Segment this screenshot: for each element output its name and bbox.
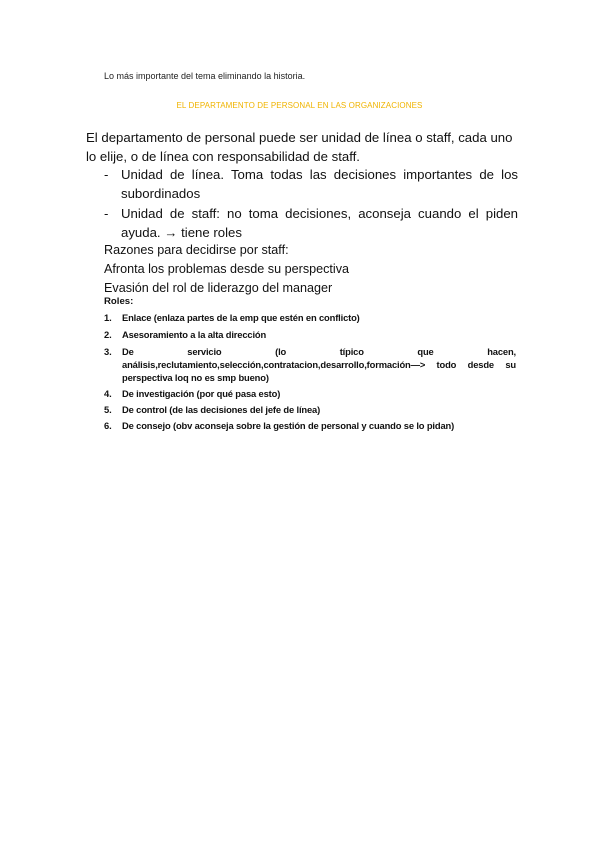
item-text: Asesoramiento a la alta dirección [122,329,267,340]
item-number: 3. [104,346,112,357]
item-number: 6. [104,420,112,431]
item-number: 1. [104,312,112,323]
lead-paragraph: El departamento de personal puede ser unidad de línea o staff, cada uno lo elije, o de línea con responsabilidad de staff. [86,130,513,164]
item-text: De investigación (por qué pasa esto) [122,388,281,399]
reasons-title: Razones para decidirse por staff: [104,243,289,257]
section-heading: EL DEPARTAMENTO DE PERSONAL EN LAS ORGANIZACIONES [176,101,423,110]
item-number: 5. [104,404,112,415]
list-item [104,345,516,384]
bullet-marker: - [104,206,109,221]
list-item [86,165,518,203]
item-number: 2. [104,329,112,340]
roles-list [104,311,516,432]
list-item [104,419,516,432]
bullet-marker: - [104,167,109,182]
roles-label: Roles: [104,296,134,307]
reason-item: Evasión del rol de liderazgo del manager [104,281,333,295]
bullet-text: Unidad de línea. Toma todas las decisiones importantes de los subordinados [121,167,518,201]
reason-item: Afronta los problemas desde su perspectiva [104,262,350,276]
list-item [104,311,516,324]
list-item [104,403,516,416]
item-text: De servicio (lo típico que hacen, análisis,reclutamiento,selección,contratacion,desarrollo,formación—> todo desde su perspectiva loq no es smp bueno) [122,346,516,383]
list-item [86,204,518,242]
intro-note: Lo más importante del tema eliminando la historia. [104,71,306,81]
unit-type-list [86,165,518,243]
list-item [104,387,516,400]
item-text: Enlace (enlaza partes de la emp que estén en conflicto) [122,312,360,323]
list-item [104,328,516,341]
item-text: De consejo (obv aconseja sobre la gestión de personal y cuando se lo pidan) [122,420,455,431]
item-text: De control (de las decisiones del jefe de línea) [122,404,321,415]
bullet-text: Unidad de staff: no toma decisiones, aconseja cuando el piden ayuda. → tiene roles [121,206,518,240]
item-number: 4. [104,388,112,399]
